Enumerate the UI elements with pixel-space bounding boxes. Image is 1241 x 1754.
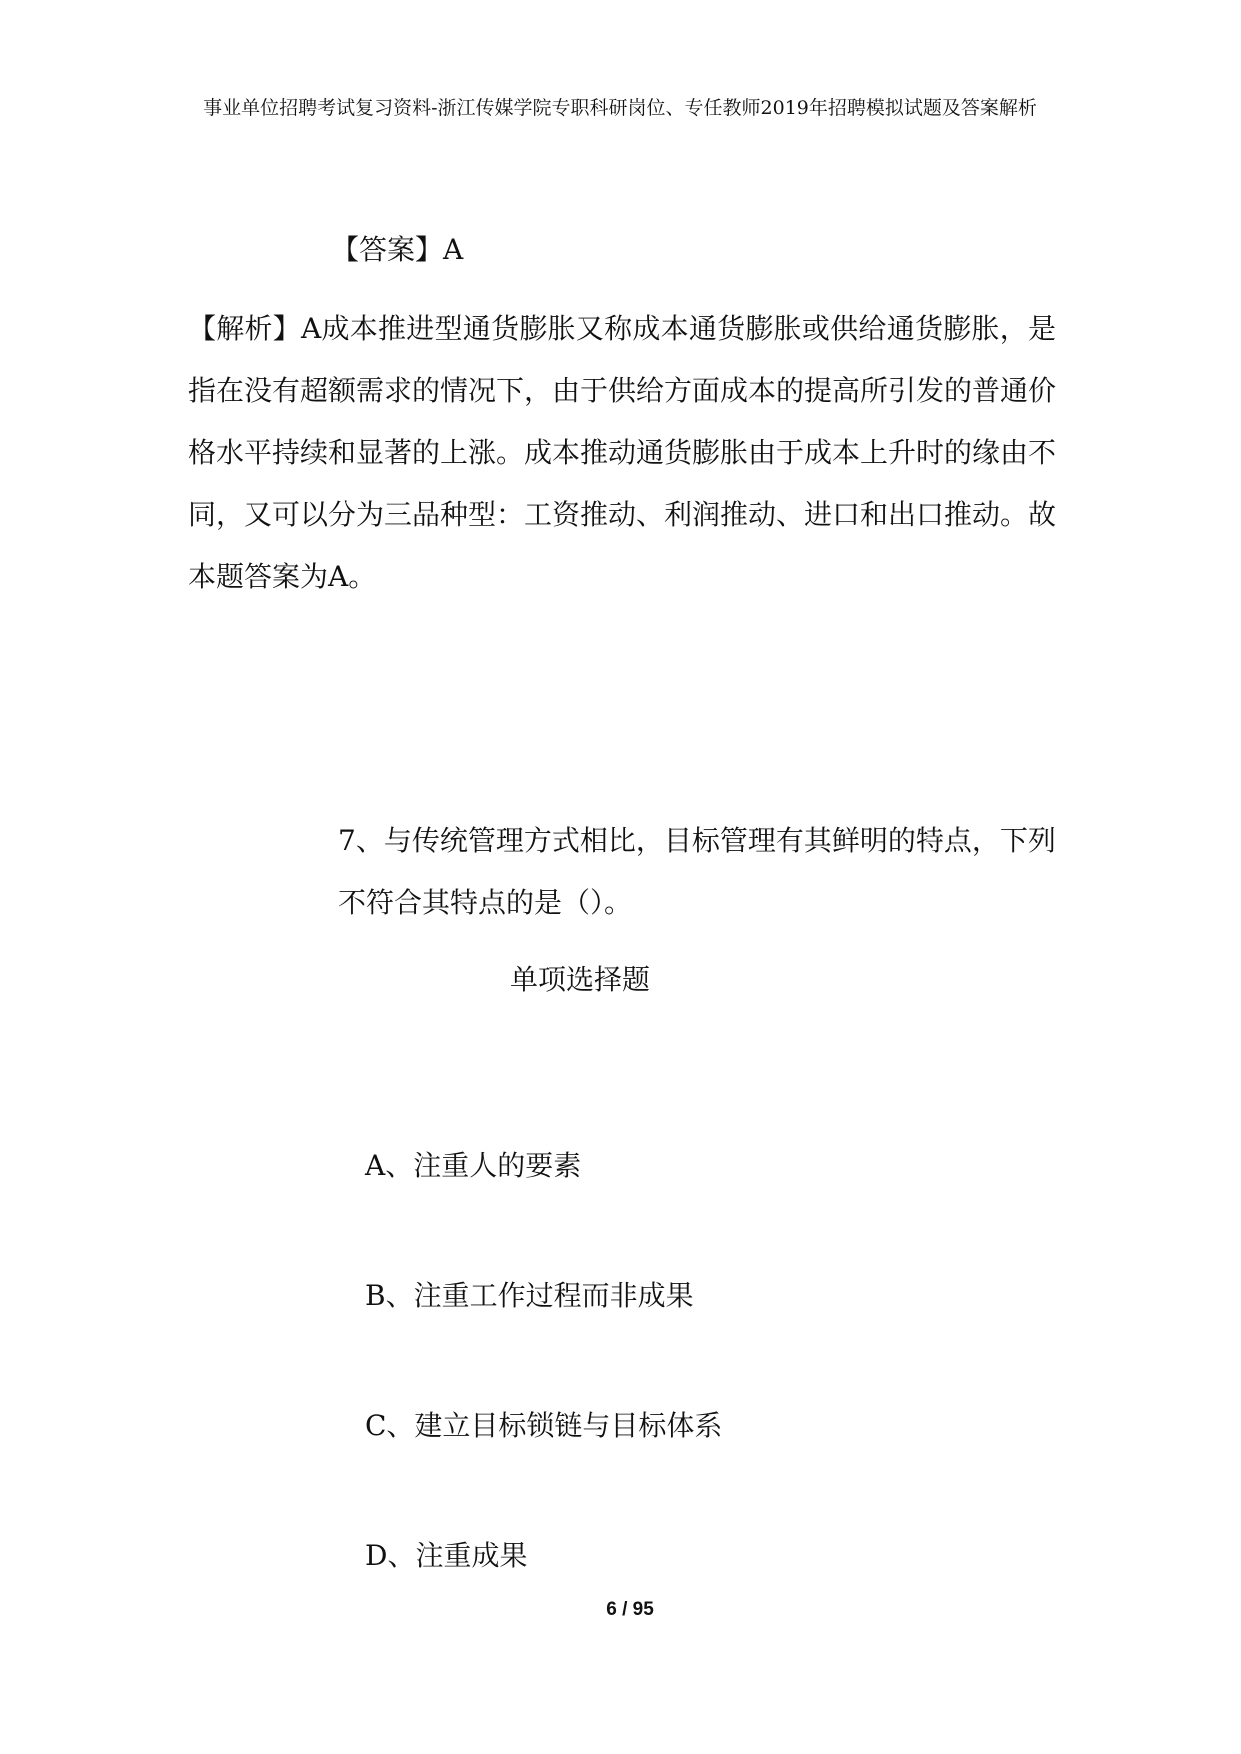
option-a: A、注重人的要素 <box>365 1149 582 1182</box>
question-type: 单项选择题 <box>509 963 650 996</box>
option-b: B、注重工作过程而非成果 <box>365 1279 694 1312</box>
page-number: 6 / 95 <box>606 1599 654 1620</box>
page-header: 事业单位招聘考试复习资料-浙江传媒学院专职科研岗位、专任教师2019年招聘模拟试题及答案解析 <box>203 97 1037 119</box>
analysis-paragraph <box>188 298 1056 608</box>
answer-line: 【答案】A <box>331 233 464 266</box>
option-d: D、注重成果 <box>365 1539 528 1572</box>
question-stem <box>188 810 1068 934</box>
analysis-text: 【解析】A成本推进型通货膨胀又称成本通货膨胀或供给通货膨胀，是指在没有超额需求的情况下，由于供给方面成本的提高所引发的普通价格水平持续和显著的上涨。成本推动通货膨胀由于成本上升时的缘由不同，又可以分为三品种型：工资推动、利润推动、进口和出口推动。故本题答案为A。 <box>188 312 1057 593</box>
question-text: 7、与传统管理方式相比，目标管理有其鲜明的特点，下列不符合其特点的是（）。 <box>338 824 1056 919</box>
option-c: C、建立目标锁链与目标体系 <box>365 1409 723 1442</box>
